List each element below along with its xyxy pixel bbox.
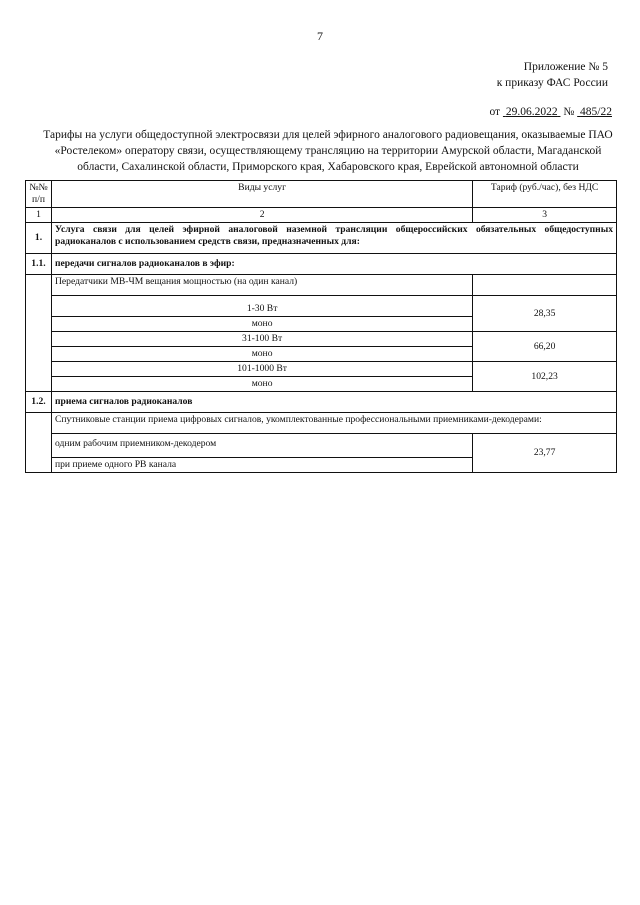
transmitters-intro-tariff <box>473 275 617 296</box>
section-1-row <box>26 223 617 254</box>
header-service: Виды услуг <box>51 181 472 208</box>
document-title: Тарифы на услуги общедоступной электросвязи для целей эфирного аналогового радиовещания, оказываемые ПАО «Ростелеком» оператору связи, осуществляющему трансляцию на территории Амурской области, Магаданской области, Сахалинской области, Приморского края, Хабаровского края, Еврейской автономной области <box>43 129 613 173</box>
section-1-1-num: 1.1. <box>26 254 52 275</box>
tariff-31-100: 66,20 <box>473 332 617 362</box>
mode-31-100: моно <box>51 347 472 362</box>
appendix-line2: к приказу ФАС России <box>496 77 608 89</box>
transmitters-intro: Передатчики МВ-ЧМ вещания мощностью (на один канал) <box>51 275 472 296</box>
order-date: 29.06.2022 <box>505 106 558 118</box>
section-1-2-row <box>26 392 617 413</box>
table-row <box>26 332 617 347</box>
appendix-line1: Приложение № 5 <box>523 61 608 73</box>
section-1-num: 1. <box>26 223 52 254</box>
tariff-satellite: 23,77 <box>473 434 617 473</box>
power-101-1000: 101-1000 Вт <box>51 362 472 377</box>
satellite-intro: Спутниковые станции приема цифровых сигналов, укомплектованные профессиональными приемниками-декодерами: <box>51 413 616 434</box>
header-tariff: Тариф (руб./час), без НДС <box>473 181 617 208</box>
section-1-2-text: приема сигналов радиоканалов <box>51 392 616 413</box>
section-1-1-text: передачи сигналов радиоканалов в эфир: <box>51 254 616 275</box>
section-1-2-empty-num <box>26 413 52 473</box>
table-row <box>26 434 617 458</box>
section-1-1-empty-num <box>26 275 52 392</box>
table-header-row <box>26 181 617 208</box>
appendix-header <box>497 59 608 91</box>
section-1-1-row <box>26 254 617 275</box>
section-1-2-num: 1.2. <box>26 392 52 413</box>
order-number-label: № <box>563 106 575 118</box>
col-index-2: 2 <box>51 208 472 223</box>
satellite-intro-row <box>26 413 617 434</box>
page-number: 7 <box>317 29 323 43</box>
section-1-text: Услуга связи для целей эфирной аналоговой наземной трансляции общероссийских обязательных общедоступных радиоканалов с использованием средств связи, предназначенных для: <box>51 223 616 254</box>
order-number: 485/22 <box>580 106 612 118</box>
mode-1-30: моно <box>51 317 472 332</box>
channel-line: при приеме одного РВ канала <box>51 458 472 473</box>
tariff-101-1000: 102,23 <box>473 362 617 392</box>
tariff-1-30: 28,35 <box>473 296 617 332</box>
power-31-100: 31-100 Вт <box>51 332 472 347</box>
table-row <box>26 296 617 317</box>
decoder-line: одним рабочим приемником-декодером <box>51 434 472 458</box>
col-index-1: 1 <box>26 208 52 223</box>
order-reference <box>489 106 612 118</box>
mode-101-1000: моно <box>51 377 472 392</box>
column-index-row <box>26 208 617 223</box>
tariff-table <box>25 180 617 473</box>
transmitters-intro-row <box>26 275 617 296</box>
power-1-30: 1-30 Вт <box>51 296 472 317</box>
header-num: №№ п/п <box>26 181 52 208</box>
table-row <box>26 362 617 377</box>
col-index-3: 3 <box>473 208 617 223</box>
order-prefix: от <box>489 106 501 118</box>
